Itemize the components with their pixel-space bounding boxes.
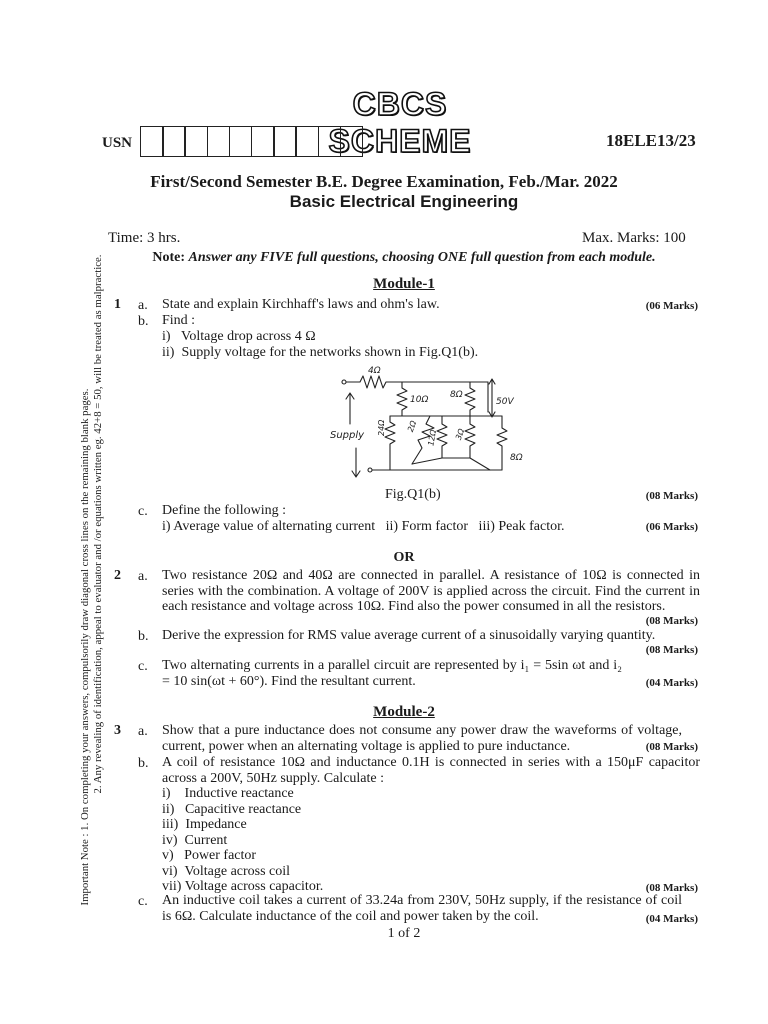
bottom-terminal — [368, 468, 372, 472]
q3b-item-5: v) Power factor — [162, 848, 257, 863]
label-50v: 50V — [496, 397, 514, 407]
q3c-marks: (04 Marks) — [645, 913, 698, 925]
circuit-diagram-fig-q1b — [330, 366, 530, 484]
q3b-item-1: i) Inductive reactance — [162, 786, 294, 801]
q1a-text: State and explain Kirchhaff's laws and ohm's law. — [162, 297, 440, 312]
voltage-50v-arrow — [489, 379, 495, 417]
resistor-8-ohm-top — [465, 382, 475, 416]
usn-label: USN — [102, 135, 133, 151]
resistor-24-ohm — [385, 416, 395, 470]
usn-box[interactable] — [251, 126, 275, 157]
q1c-marks: (06 Marks) — [645, 521, 698, 533]
q1c-label: c. — [138, 504, 148, 519]
q1c-text: Define the following : — [162, 503, 287, 518]
q1b-text: Find : — [162, 313, 196, 328]
label-8-ohm-bottom: 8Ω — [510, 453, 523, 463]
q1c-items: i) Average value of alternating current ii) Form factor iii) Peak factor. — [162, 519, 565, 534]
resistor-8-ohm-bottom — [497, 416, 507, 470]
usn-box[interactable] — [162, 126, 186, 157]
q1b-item-2: ii) Supply voltage for the networks shown in Fig.Q1(b). — [162, 345, 479, 360]
side-note-line-2: 2. Any revealing of identification, appeal to evaluator and /or equations written eg. 42+8 = 50, will be treated as malpractice. — [92, 254, 104, 794]
label-8-ohm-top: 8Ω — [450, 390, 463, 400]
usn-box[interactable] — [318, 126, 342, 157]
q1b-label: b. — [138, 314, 149, 329]
q3b-item-6: vi) Voltage across coil — [162, 864, 291, 879]
lower-diagonal-wires — [412, 458, 490, 470]
top-wire-4ohm-resistor — [346, 376, 488, 388]
q1b-marks: (08 Marks) — [645, 490, 698, 502]
q2a-text: Two resistance 20Ω and 40Ω are connected in parallel. A resistance of 10Ω is connected in series with the combination. A voltage of 200V is applied across the circuit. Find the current in each resistance and voltage across 10Ω. Find also the power consumed in all the resistors. — [162, 568, 700, 614]
usn-box[interactable] — [229, 126, 253, 157]
label-4-ohm: 4Ω — [368, 366, 381, 376]
q1b-item-1: i) Voltage drop across 4 Ω — [162, 329, 316, 344]
usn-box[interactable] — [340, 126, 364, 157]
supply-arrow-down — [352, 448, 360, 477]
q3b-item-3: iii) Impedance — [162, 817, 247, 832]
q3b-item-7: vii) Voltage across capacitor. — [162, 879, 324, 894]
subject-title: Basic Electrical Engineering — [289, 192, 519, 211]
label-supply: Supply — [330, 430, 365, 441]
subject-code: 18ELE13/23 — [606, 131, 696, 150]
q2c-label: c. — [138, 659, 148, 674]
question-1-number: 1 — [114, 297, 121, 312]
label-10-ohm: 10Ω — [410, 395, 429, 405]
q1a-label: a. — [138, 298, 148, 313]
top-terminal — [342, 380, 346, 384]
q3c-text: An inductive coil takes a current of 33.24a from 230V, 50Hz supply, if the resistance of coil is 6Ω. Calculate inductance of the coil and power taken by the coil. — [162, 893, 682, 924]
usn-box[interactable] — [295, 126, 319, 157]
cbcs-scheme-stamp: CBCS SCHEME — [328, 86, 472, 159]
usn-box[interactable] — [184, 126, 208, 157]
label-12-ohm: 12Ω — [426, 429, 439, 447]
q3a-text: Show that a pure inductance does not consume any power draw the waveforms of voltage, current, power when an alternating voltage is applied to pure inductance. — [162, 723, 682, 754]
q3a-label: a. — [138, 724, 148, 739]
q2b-text: Derive the expression for RMS value average current of a sinusoidally varying quantity. — [162, 628, 656, 643]
q2c-text: Two alternating currents in a parallel circuit are represented by i₁ = 5sin ωt and i₂ = 10 sin(ωt + 60°). Find the resultant current. — [162, 658, 622, 689]
time-allowed: Time: 3 hrs. — [108, 230, 181, 246]
exam-title: First/Second Semester B.E. Degree Examination, Feb./Mar. 2022 — [150, 172, 618, 191]
q2b-marks: (08 Marks) — [645, 644, 698, 656]
q3b-item-2: ii) Capacitive reactance — [162, 802, 302, 817]
module-1-heading: Module-1 — [373, 276, 435, 292]
note-text: Answer any FIVE full questions, choosing ONE full question from each module. — [188, 250, 656, 265]
figure-caption: Fig.Q1(b) — [385, 487, 441, 502]
q1a-marks: (06 Marks) — [645, 300, 698, 312]
supply-arrow-up — [346, 393, 354, 424]
q3a-marks: (08 Marks) — [645, 741, 698, 753]
side-note-line-1: Important Note : 1. On completing your answers, compulsorily draw diagonal cross lines on the remaining blank pages. — [79, 388, 91, 906]
question-2-number: 2 — [114, 568, 121, 583]
usn-boxes — [140, 126, 362, 157]
instructions-note — [0, 250, 768, 266]
q2a-marks: (08 Marks) — [645, 615, 698, 627]
label-3-ohm: 3Ω — [453, 427, 467, 442]
resistor-10-ohm — [397, 382, 407, 416]
usn-box[interactable] — [273, 126, 297, 157]
usn-box[interactable] — [207, 126, 231, 157]
q3c-label: c. — [138, 894, 148, 909]
module-2-heading: Module-2 — [373, 704, 435, 720]
usn-box[interactable] — [140, 126, 164, 157]
label-24-ohm: 24Ω — [377, 419, 386, 436]
q2c-marks: (04 Marks) — [645, 677, 698, 689]
max-marks: Max. Marks: 100 — [582, 230, 686, 246]
label-2-ohm: 2Ω — [405, 419, 419, 434]
page-number: 1 of 2 — [387, 926, 421, 941]
resistor-3-ohm — [465, 416, 475, 458]
or-separator: OR — [393, 550, 415, 565]
q3b-item-4: iv) Current — [162, 833, 228, 848]
resistor-12-ohm — [437, 416, 447, 458]
q3b-marks: (08 Marks) — [645, 882, 698, 894]
q3b-text: A coil of resistance 10Ω and inductance 0.1H is connected in series with a 150μF capacitor across a 200V, 50Hz supply. Calculate : — [162, 755, 700, 786]
q2a-label: a. — [138, 569, 148, 584]
q3b-label: b. — [138, 756, 149, 771]
q2b-label: b. — [138, 629, 149, 644]
note-label: Note: — [152, 250, 185, 265]
side-important-note — [79, 255, 105, 906]
question-3-number: 3 — [114, 723, 121, 738]
